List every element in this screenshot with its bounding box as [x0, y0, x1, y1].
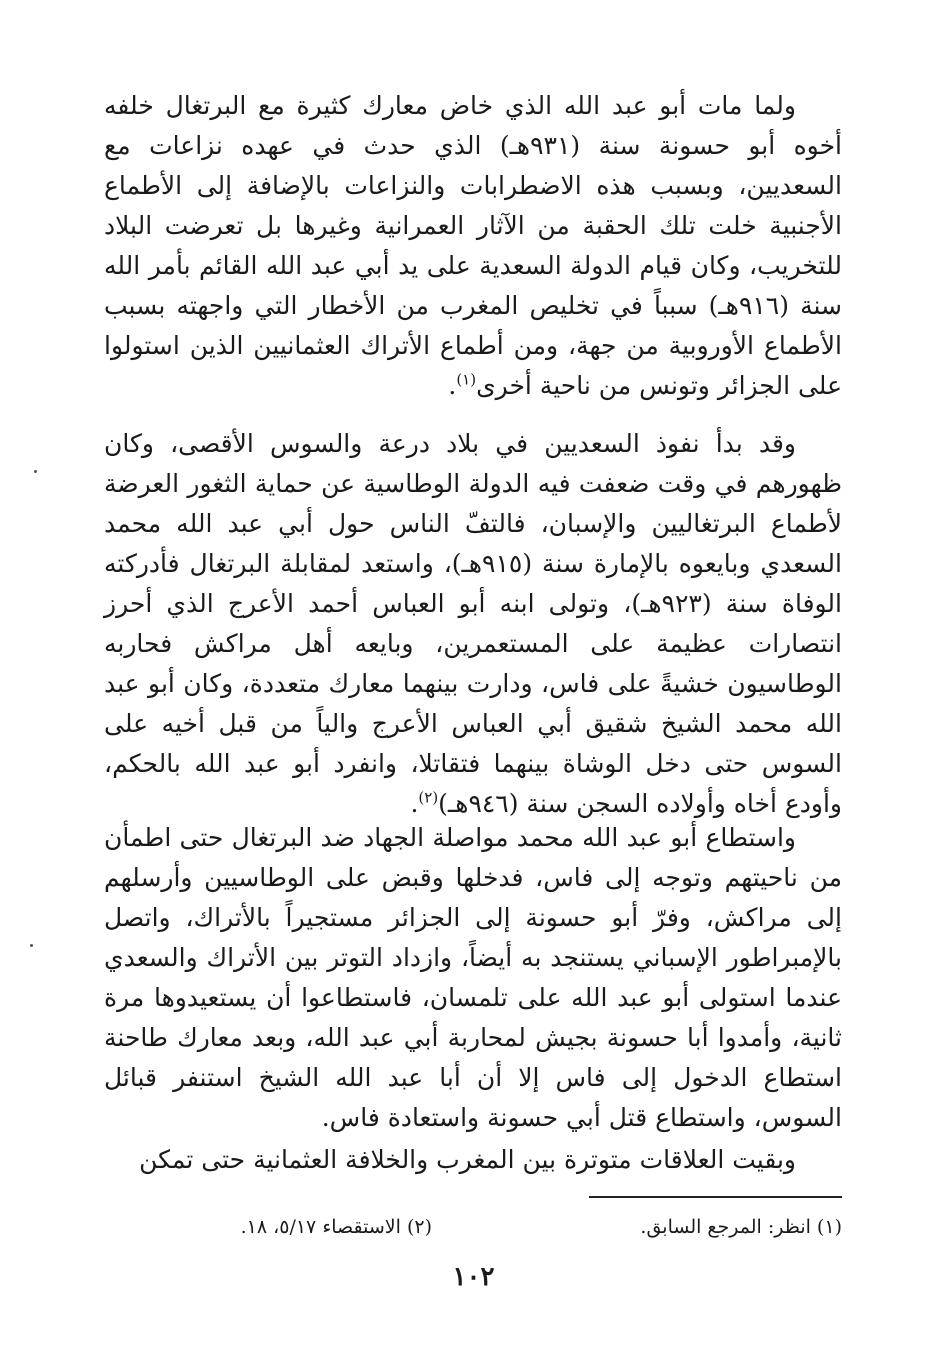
- paragraph-1-text: ولما مات أبو عبد الله الذي خاض معارك كثيرة مع البرتغال خلفه أخوه أبو حسونة سنة (٩٣١هـ) الذي حدث في عهده نزاعات مع السعديين، وبسبب هذه الاضطرابات والنزاعات بالإضافة إلى الأطماع الأجنبية خلت تلك الحقبة من الآثار العمرانية وغيرها بل تعرضت البلاد للتخريب، وكان قيام الدولة السعدية على يد أبي عبد الله القائم بأمر الله سنة (٩١٦هـ) سبباً في تخليص المغرب من الأخطار التي واجهته بسبب الأطماع الأوروبية من جهة، ومن أطماع الأتراك العثمانيين الذين استولوا على الجزائر وتونس من ناحية أخرى: [104, 91, 842, 400]
- body-text: [104, 86, 842, 1180]
- paragraph-3-text: واستطاع أبو عبد الله محمد مواصلة الجهاد ضد البرتغال حتى اطمأن من ناحيتهم وتوجه إلى فاس، فدخلها وقبض على الوطاسيين وأرسلهم إلى مراكش، وفرّ أبو حسونة إلى الجزائر مستجيراً بالأتراك، واتصل بالإمبراطور الإسباني يستنجد به أيضاً، وازداد التوتر بين الأتراك والسعدي عندما استولى أبو عبد الله على تلمسان، فاستطاعوا أن يستعيدوها مرة ثانية، وأمدوا أبا حسونة بجيش لمحاربة أبي عبد الله، وبعد معارك طاحنة استطاع الدخول إلى فاس إلا أن أبا عبد الله الشيخ استنفر قبائل السوس، واستطاع قتل أبي حسونة واستعادة فاس.: [104, 823, 842, 1132]
- page-number: ١٠٢: [452, 1262, 495, 1292]
- footnote-2: (٢) الاستقصاء ٥/١٧، ١٨.: [240, 1216, 432, 1238]
- paragraph-1: [104, 86, 842, 424]
- footnotes: [104, 1210, 842, 1246]
- footnote-1: (١) انظر: المرجع السابق.: [640, 1216, 842, 1238]
- scan-speck: [34, 470, 37, 473]
- paragraph-2-end: .: [410, 789, 419, 818]
- paragraph-3: [104, 818, 842, 1140]
- footnote-ref-2: (٢): [418, 788, 439, 807]
- paragraph-2: [104, 424, 842, 818]
- paragraph-4-text: وبقيت العلاقات متوترة بين المغرب والخلافة العثمانية حتى تمكن: [139, 1145, 796, 1174]
- scan-speck: [30, 944, 33, 947]
- paragraph-1-end: .: [448, 371, 457, 400]
- footnote-divider: [589, 1196, 842, 1198]
- paragraph-2-text: وقد بدأ نفوذ السعديين في بلاد درعة والسوس الأقصى، وكان ظهورهم في وقت ضعفت فيه الدولة الوطاسية عن حماية الثغور العرضة لأطماع البرتغاليين والإسبان، فالتفّ الناس حول أبي عبد الله محمد السعدي وبايعوه بالإمارة سنة (٩١٥هـ)، واستعد لمقابلة البرتغال فأدركته الوفاة سنة (٩٢٣هـ)، وتولى ابنه أبو العباس أحمد الأعرج الذي أحرز انتصارات عظيمة على المستعمرين، وبايعه أهل مراكش فحاربه الوطاسيون خشيةً على فاس، ودارت بينهما معارك متعددة، وكان أبو عبد الله محمد الشيخ شقيق أبي العباس الأعرج والياً من قبل أخيه على السوس حتى دخل الوشاة بينهما فتقاتلا، وانفرد أبو عبد الله بالحكم، وأودع أخاه وأولاده السجن سنة (٩٤٦هـ): [104, 429, 842, 818]
- paragraph-4: [104, 1140, 842, 1180]
- footnote-ref-1: (١): [456, 370, 477, 389]
